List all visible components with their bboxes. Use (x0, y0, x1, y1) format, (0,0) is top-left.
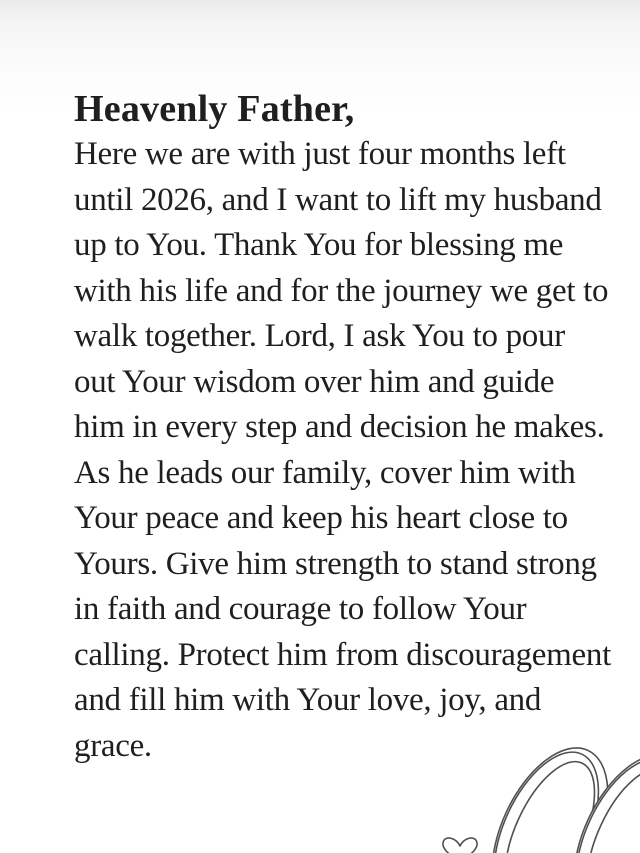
prayer-line: and fill him with Your love, joy, and (74, 682, 542, 718)
prayer-text-block (74, 86, 640, 769)
prayer-line: until 2026, and I want to lift my husband (74, 181, 602, 218)
prayer-title: Heavenly Father, (74, 88, 355, 130)
prayer-line: Your peace and keep his heart close to (74, 500, 568, 536)
prayer-line: Here we are with just four months left (74, 136, 566, 172)
wedding-rings-illustration (410, 712, 640, 853)
prayer-line: walk together. Lord, I ask You to pour (74, 318, 565, 354)
prayer-line: calling. Protect him from discouragement (74, 636, 611, 673)
prayer-line: grace. (74, 727, 152, 764)
heart-icon (443, 838, 477, 853)
prayer-body (74, 132, 640, 769)
prayer-line: up to You. Thank You for blessing me (74, 227, 564, 263)
prayer-line: him in every step and decision he makes. (74, 409, 605, 445)
prayer-line: Yours. Give him strength to stand strong (74, 545, 597, 582)
prayer-line: in faith and courage to follow Your (74, 591, 527, 627)
prayer-line: with his life and for the journey we get to (74, 272, 609, 309)
prayer-line: As he leads our family, cover him with (74, 454, 576, 491)
prayer-line: out Your wisdom over him and guide (74, 363, 555, 400)
